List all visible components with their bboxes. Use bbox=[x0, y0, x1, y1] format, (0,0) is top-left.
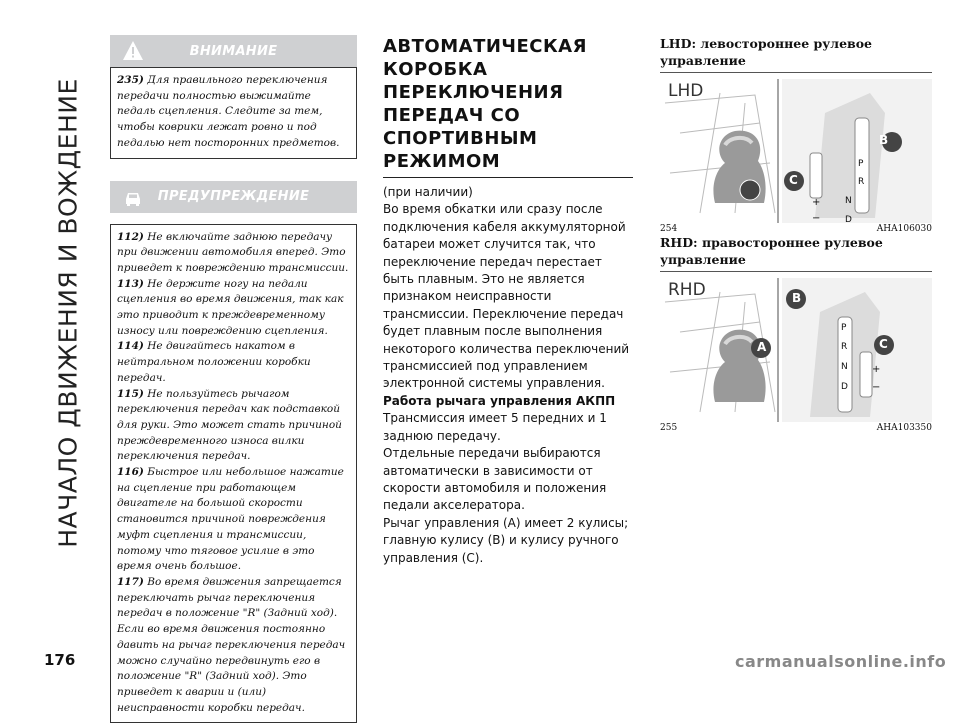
gear-plus: + bbox=[872, 364, 881, 375]
car-icon bbox=[122, 186, 144, 208]
section-heading: АВТОМАТИЧЕСКАЯ КОРОБКА ПЕРЕКЛЮЧЕНИЯ ПЕРЕДАЧ СО СПОРТИВНЫМ РЕЖИМОМ bbox=[383, 35, 633, 178]
warning-header bbox=[110, 35, 357, 67]
gear-r: R bbox=[858, 177, 865, 187]
gear-minus: − bbox=[812, 213, 821, 224]
caution-item: 113) Не держите ногу на педали сцепления во время движения, так как это приводит к преждевременному износу или повреждению сцепления. bbox=[117, 277, 344, 337]
figure-caption-lhd: LHD: левостороннее рулевое управление bbox=[660, 36, 873, 68]
figure-label-rhd: RHD bbox=[668, 280, 706, 300]
watermark: carmanualsonline.info bbox=[735, 652, 947, 671]
figure-rhd bbox=[660, 271, 932, 422]
paragraph: Отдельные передачи выбираются автоматически в зависимости от скорости автомобиля и положения педали акселератора. bbox=[383, 446, 607, 513]
callout-a: A bbox=[677, 181, 687, 195]
warning-item-text: Для правильного переключения передачи полностью выжимайте педаль сцепления. Следите за тем, чтобы коврики лежат ровно и под педалью нет посторонних предметов. bbox=[117, 74, 340, 149]
figures-column bbox=[660, 35, 932, 433]
caution-header bbox=[110, 181, 357, 213]
paragraph: Трансмиссия имеет 5 передних и 1 заднюю передачу. bbox=[383, 411, 607, 443]
gear-p: P bbox=[858, 159, 864, 169]
figure-lhd bbox=[660, 72, 932, 223]
figure-number-rhd: 255 AHA103350 bbox=[660, 423, 932, 433]
section-body bbox=[383, 184, 633, 567]
gear-d: D bbox=[841, 382, 848, 392]
warnings-column bbox=[110, 35, 357, 723]
paragraph: Во время обкатки или сразу после подключения кабеля аккумуляторной батареи может случится так, что переключение передач перестает быть плавным. Это не является признаком неисправности трансмиссии. Переключение передач будет плавным после выполнения некоторого количества переключений трансмиссией под управлением электронной системы управления. bbox=[383, 202, 630, 391]
caution-box bbox=[110, 224, 357, 723]
figure-number-lhd: 254 AHA106030 bbox=[660, 224, 932, 234]
caution-item: 116) Быстрое или небольшое нажатие на сцепление при работающем двигателе на большой скорости становится причиной повреждения муфт сцепления и трансмиссии, потому что тяговое усилие в это время очень большое. bbox=[117, 466, 344, 573]
callout-b: B bbox=[792, 291, 802, 305]
paragraph: Рычаг управления (A) имеет 2 кулисы; главную кулису (B) и кулису ручного управления (C). bbox=[383, 515, 629, 565]
figure-caption-rhd: RHD: правостороннее рулевое управление bbox=[660, 235, 883, 267]
paragraph: (при наличии) bbox=[383, 185, 473, 199]
caution-item: 117) Во время движения запрещается переключать рычаг переключения передач в положение "R" (Задний ход). Если во время движения постоянно давить на рычаг переключения передач можно случайно передвинуть его в положение "R" (Задний ход). Это приведет к аварии и (или) неисправности коробки передач. bbox=[117, 575, 346, 714]
callout-c: C bbox=[879, 337, 888, 351]
gear-d: D bbox=[845, 215, 852, 225]
gear-minus: − bbox=[872, 382, 881, 393]
gear-p: P bbox=[841, 323, 847, 333]
caution-item: 114) Не двигайтесь накатом в нейтральном положении коробки передач. bbox=[117, 340, 311, 384]
section-side-title: НАЧАЛО ДВИЖЕНИЯ И ВОЖДЕНИЕ bbox=[53, 77, 82, 548]
warning-box bbox=[110, 67, 357, 159]
caution-item: 112) Не включайте заднюю передачу при движении автомобиля вперед. Это приведет к повреждению трансмиссии. bbox=[117, 230, 349, 274]
warning-item-num: 235) bbox=[117, 74, 144, 86]
caution-title: ПРЕДУПРЕЖДЕНИЕ bbox=[157, 189, 310, 205]
gear-r: R bbox=[841, 342, 848, 352]
gear-n: N bbox=[845, 196, 852, 206]
subheading: Работа рычага управления АКПП bbox=[383, 393, 616, 408]
callout-b: B bbox=[879, 133, 889, 147]
warning-title: ВНИМАНИЕ bbox=[189, 43, 278, 59]
caution-item: 115) Не пользуйтесь рычагом переключения передач как подставкой для руки. Это может стать причиной преждевременного износа вилки переключения передач. bbox=[117, 387, 342, 463]
gear-plus: + bbox=[812, 197, 821, 208]
callout-c: C bbox=[789, 173, 798, 187]
page-number: 176 bbox=[44, 651, 76, 669]
warning-icon bbox=[122, 40, 144, 62]
gear-n: N bbox=[841, 362, 848, 372]
main-text-column bbox=[383, 35, 633, 567]
figure-label-lhd: LHD bbox=[668, 81, 704, 101]
callout-a: A bbox=[757, 340, 767, 354]
